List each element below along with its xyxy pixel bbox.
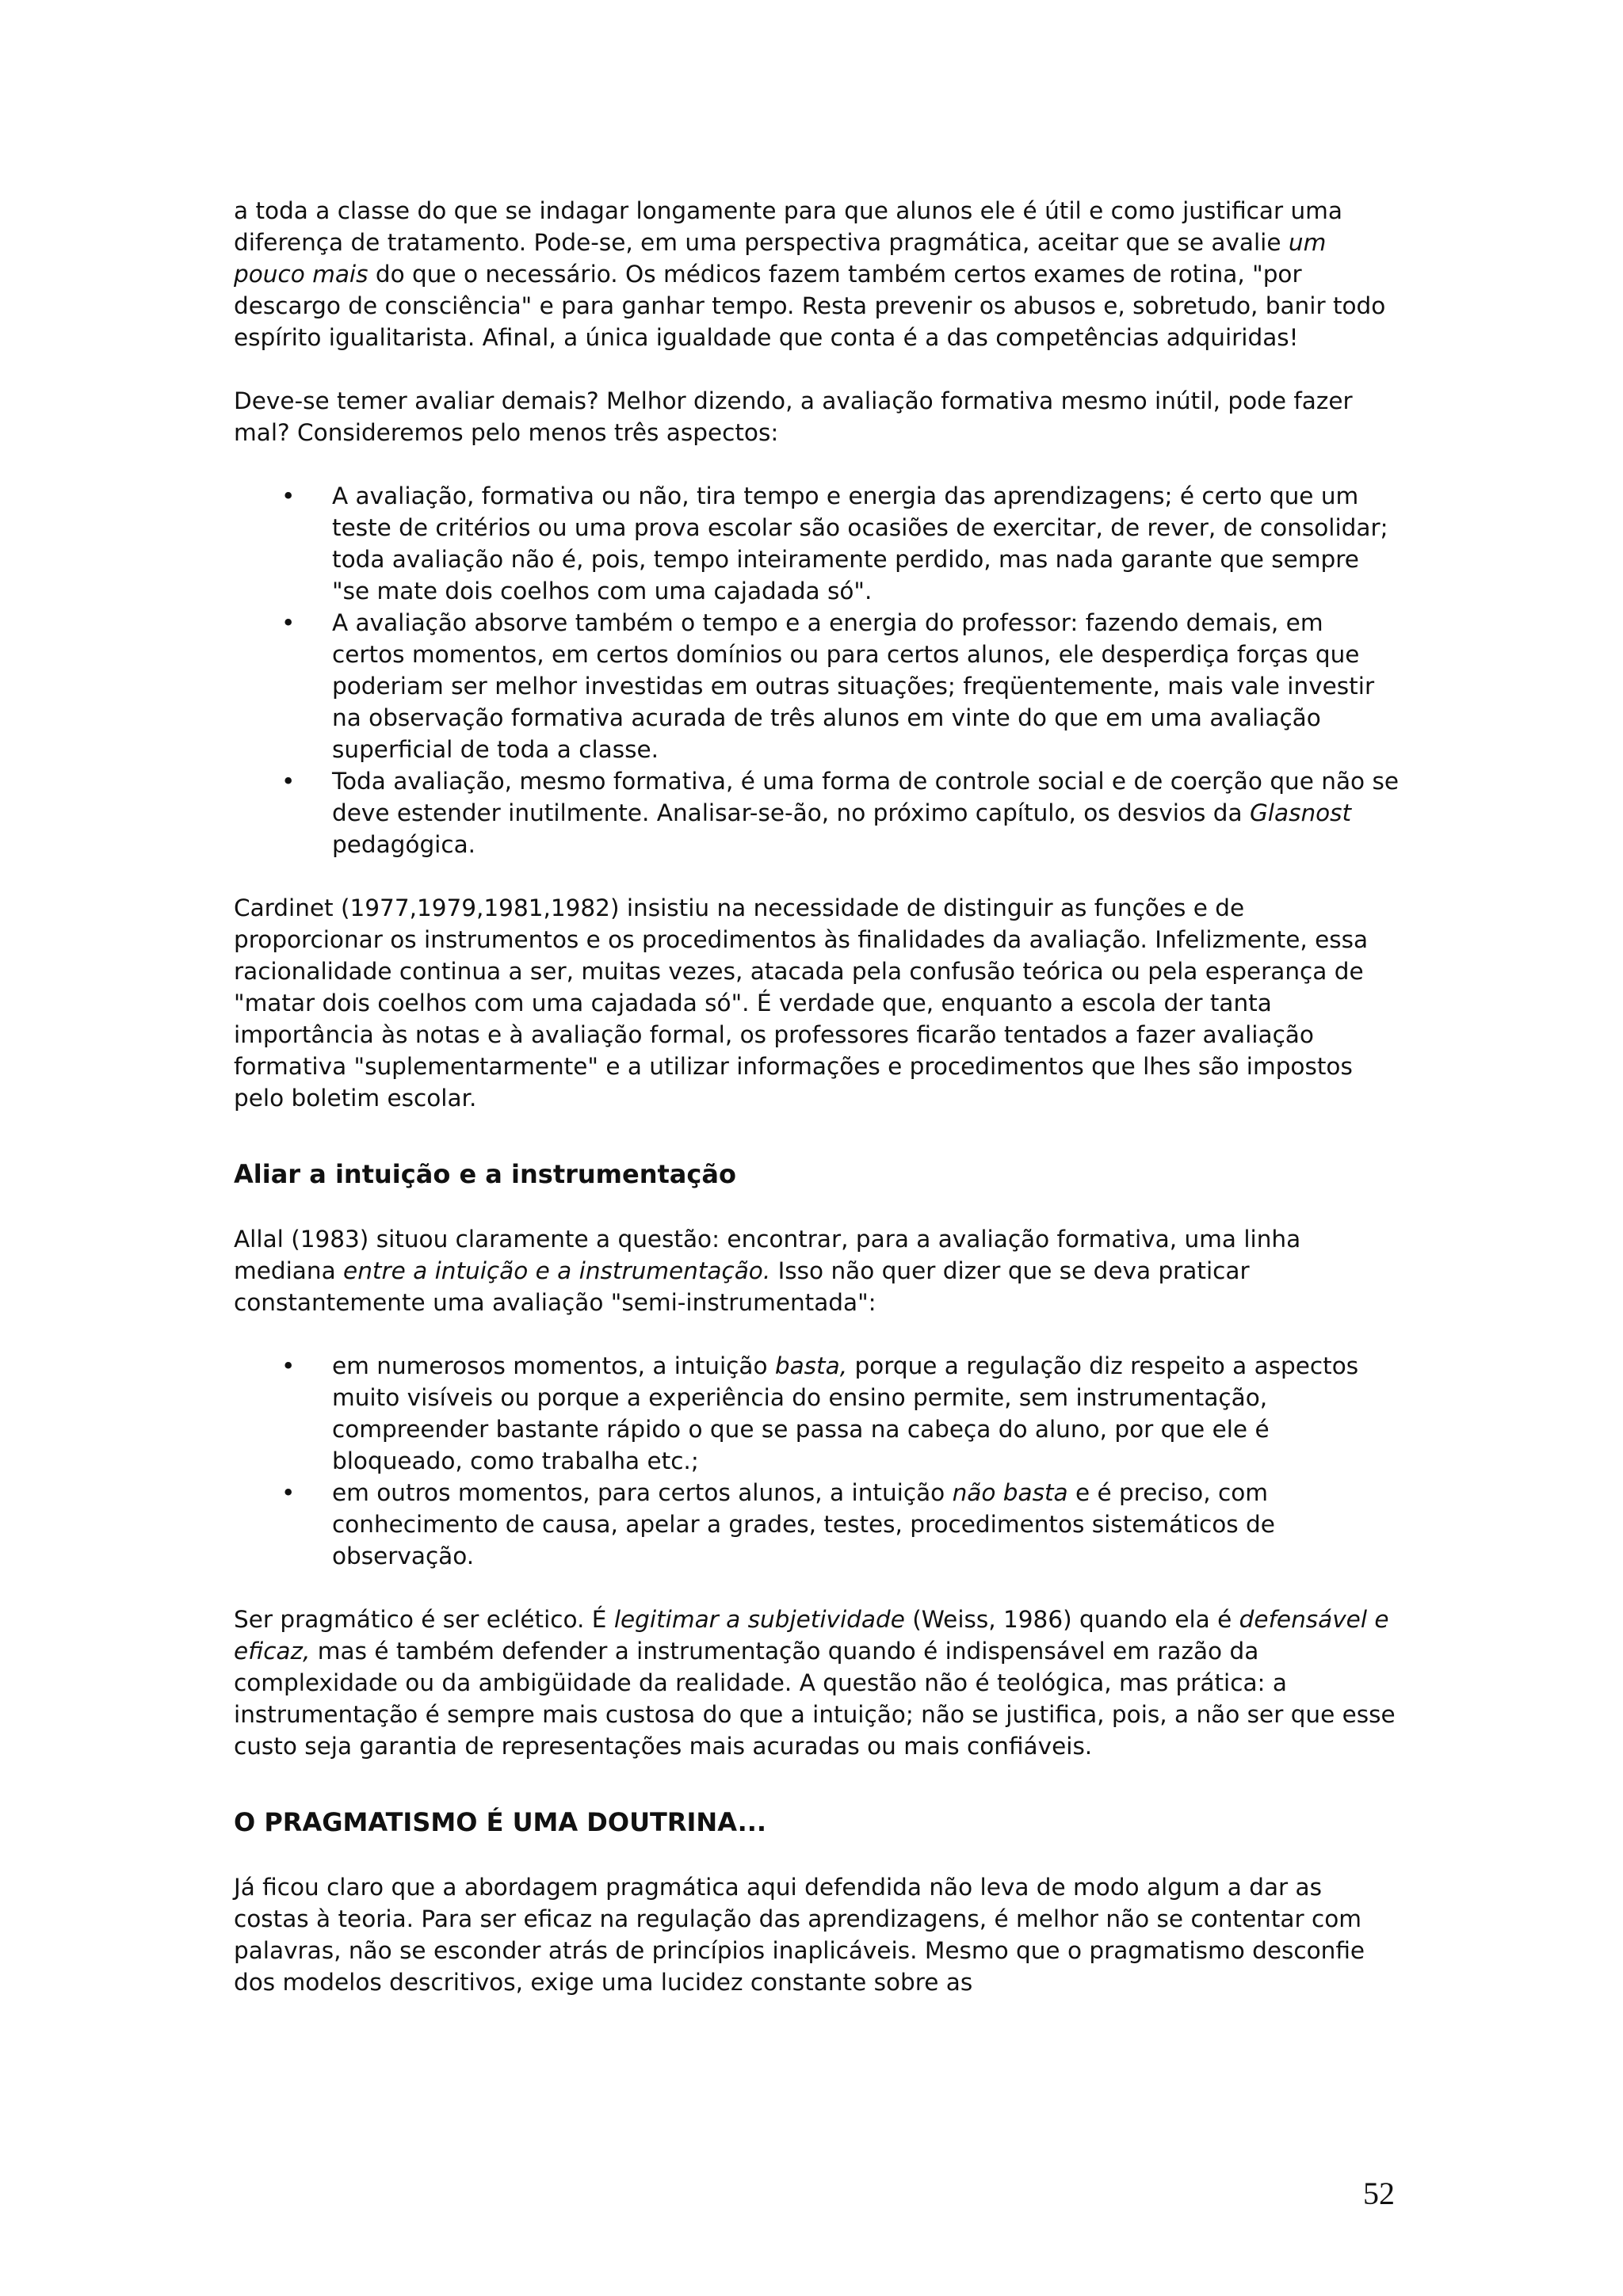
bullet-list-1 <box>234 480 1399 860</box>
list-item: • em outros momentos, para certos alunos, a intuição não basta e é preciso, com conhecimento de causa, apelar a grades, testes, procedimentos sistemáticos de observação. <box>234 1477 1399 1572</box>
document-body <box>234 195 1399 1998</box>
page-number: 52 <box>1363 2176 1395 2211</box>
paragraph-5: Ser pragmático é ser eclético. É legitimar a subjetividade (Weiss, 1986) quando ela é defensável e eficaz, mas é também defender a instrumentação quando é indispensável em razão da complexidade ou da ambigüidade da realidade. A questão não é teológica, mas prática: a instrumentação é sempre mais custosa do que a intuição; não se justifica, pois, a não ser que esse custo seja garantia de representações mais acuradas ou mais confiáveis. <box>234 1606 1396 1760</box>
section-heading: Aliar a intuição e a instrumentação <box>234 1159 736 1189</box>
paragraph-6: Já ficou claro que a abordagem pragmática aqui defendida não leva de modo algum a dar as costas à teoria. Para ser eficaz na regulação das aprendizagens, é melhor não se contentar com palavras, não se esconder atrás de princípios inaplicáveis. Mesmo que o pragmatismo desconfie dos modelos descritivos, exige uma lucidez constante sobre as <box>234 1874 1365 1996</box>
bullet-icon: • <box>281 482 296 509</box>
list-item: • Toda avaliação, mesmo formativa, é uma forma de controle social e de coerção que não se deve estender inutilmente. Analisar-se-ão, no próximo capítulo, os desvios da Glasnost pedagógica. <box>234 765 1399 860</box>
bullet-icon: • <box>281 1352 296 1379</box>
bullet-icon: • <box>281 1479 296 1506</box>
paragraph-1: a toda a classe do que se indagar longamente para que alunos ele é útil e como justificar uma diferença de tratamento. Pode-se, em uma perspectiva pragmática, aceitar que se avalie um pouco mais do que o necessário. Os médicos fazem também certos exames de rotina, "por descargo de consciência" e para ganhar tempo. Resta prevenir os abusos e, sobretudo, banir todo espírito igualitarista. Afinal, a única igualdade que conta é a das competências adquiridas! <box>234 197 1386 351</box>
bullet-icon: • <box>281 768 296 795</box>
list-item: • em numerosos momentos, a intuição basta, porque a regulação diz respeito a aspectos muito visíveis ou porque a experiência do ensino permite, sem instrumentação, compreender bastante rápido o que se passa na cabeça do aluno, por que ele é bloqueado, como trabalha etc.; <box>234 1350 1399 1477</box>
bullet-list-2 <box>234 1350 1399 1572</box>
paragraph-2: Deve-se temer avaliar demais? Melhor dizendo, a avaliação formativa mesmo inútil, pode fazer mal? Consideremos pelo menos três aspectos: <box>234 387 1353 446</box>
paragraph-4: Allal (1983) situou claramente a questão: encontrar, para a avaliação formativa, uma linha mediana entre a intuição e a instrumentação. Isso não quer dizer que se deva praticar constantemente uma avaliação "semi-instrumentada": <box>234 1226 1301 1316</box>
list-item: • A avaliação, formativa ou não, tira tempo e energia das aprendizagens; é certo que um teste de critérios ou uma prova escolar são ocasiões de exercitar, de rever, de consolidar; toda avaliação não é, pois, tempo inteiramente perdido, mas nada garante que sempre "se mate dois coelhos com uma cajadada só". <box>234 480 1399 607</box>
bullet-icon: • <box>281 609 296 636</box>
section-heading-caps: O PRAGMATISMO É UMA DOUTRINA... <box>234 1807 767 1837</box>
list-item: • A avaliação absorve também o tempo e a energia do professor: fazendo demais, em certos momentos, em certos domínios ou para certos alunos, ele desperdiça forças que poderiam ser melhor investidas em outras situações; freqüentemente, mais vale investir na observação formativa acurada de três alunos em vinte do que em uma avaliação superficial de toda a classe. <box>234 607 1399 765</box>
paragraph-3: Cardinet (1977,1979,1981,1982) insistiu na necessidade de distinguir as funções e de proporcionar os instrumentos e os procedimentos às finalidades da avaliação. Infelizmente, essa racionalidade continua a ser, muitas vezes, atacada pela confusão teórica ou pela esperança de "matar dois coelhos com uma cajadada só". É verdade que, enquanto a escola der tanta importância às notas e à avaliação formal, os professores ficarão tentados a fazer avaliação formativa "suplementarmente" e a utilizar informações e procedimentos que lhes são impostos pelo boletim escolar. <box>234 894 1369 1112</box>
